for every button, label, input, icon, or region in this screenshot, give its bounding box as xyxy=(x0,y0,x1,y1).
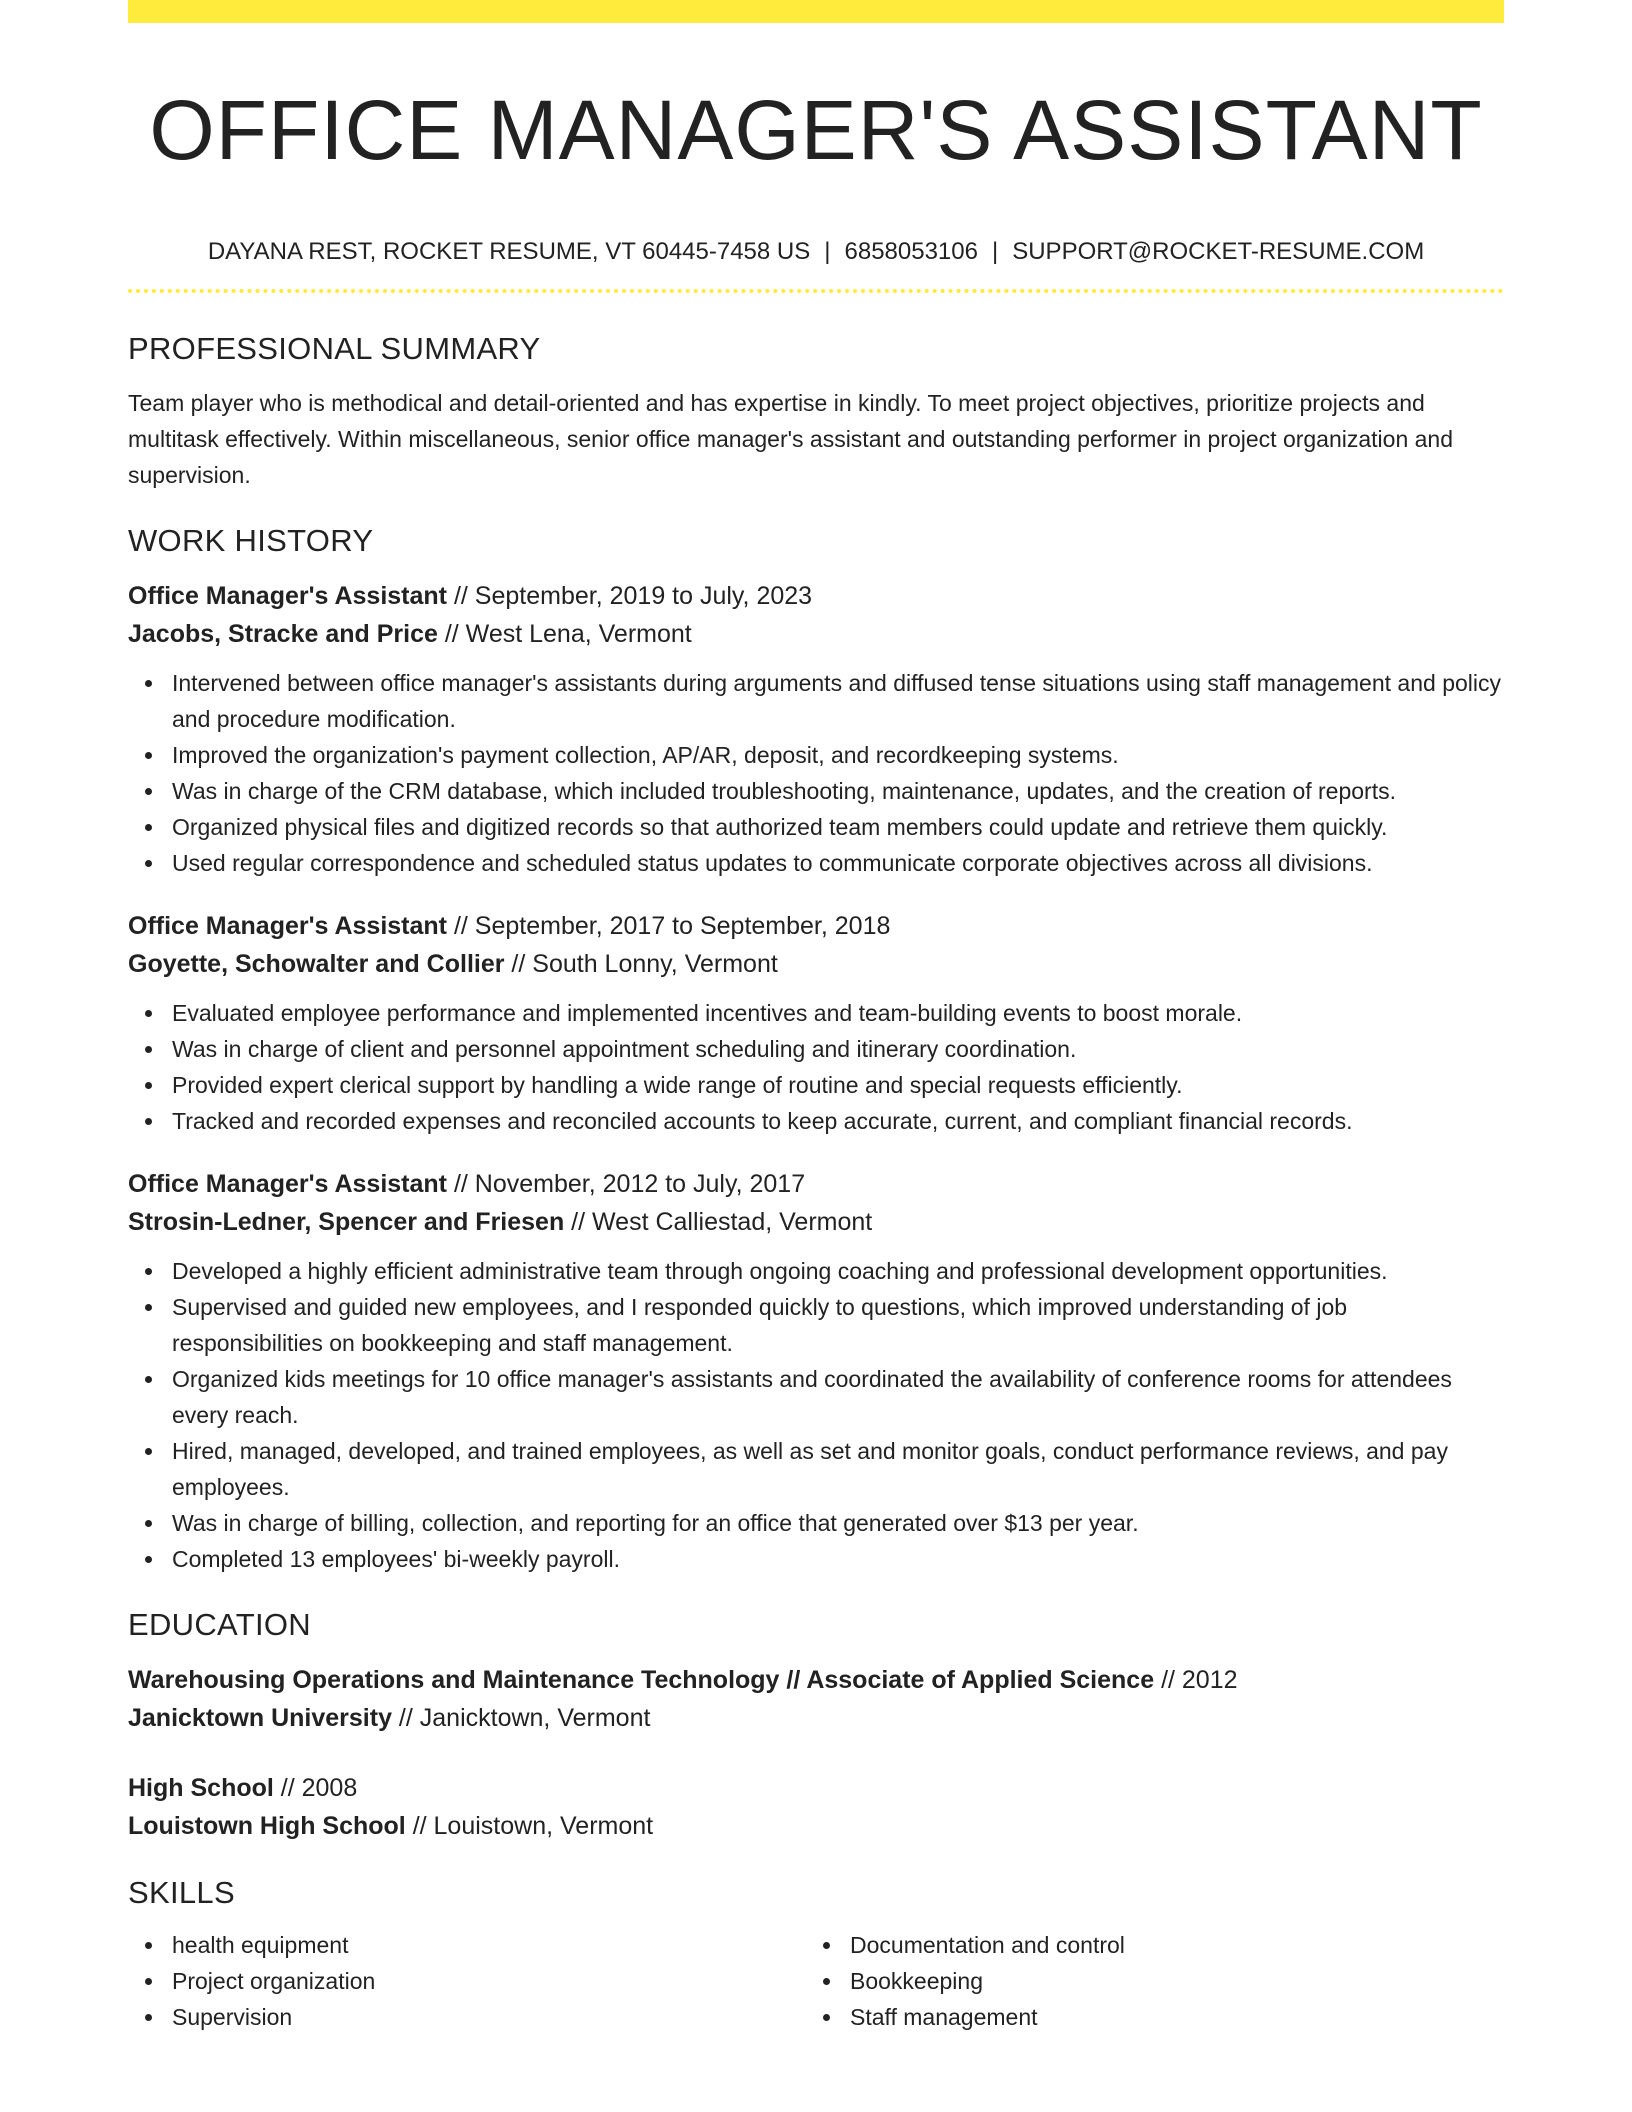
contact-phone: 6858053106 xyxy=(844,238,978,265)
job-title: Office Manager's Assistant xyxy=(128,1170,448,1198)
skill-item: Documentation and control xyxy=(850,1927,1484,1963)
list-item: Tracked and recorded expenses and reconciled accounts to keep accurate, current, and compliant financial records. xyxy=(172,1103,1504,1139)
education-heading: EDUCATION xyxy=(128,1607,311,1642)
list-item: Intervened between office manager's assistants during arguments and diffused tense situations using staff management and policy and procedure modification. xyxy=(172,665,1504,737)
dotted-divider xyxy=(128,289,1504,293)
list-item: Was in charge of billing, collection, and reporting for an office that generated over $13 per year. xyxy=(172,1505,1504,1541)
list-item: Developed a highly efficient administrative team through ongoing coaching and professional development opportunities. xyxy=(172,1253,1504,1289)
job-entry xyxy=(128,577,1504,881)
education-degree-line xyxy=(128,1661,1504,1699)
education-degree: High School xyxy=(128,1774,274,1802)
job-entry xyxy=(128,1165,1504,1577)
skills-columns xyxy=(128,1927,1504,2035)
summary-text: Team player who is methodical and detail-oriented and has expertise in kindly. To meet project objectives, prioritize projects and multitask effectively. Within miscellaneous, senior office manager's assistant and outstanding performer in project organization and supervision. xyxy=(128,390,1454,488)
job-location: // South Lonny, Vermont xyxy=(504,950,778,978)
job-company: Goyette, Schowalter and Collier xyxy=(128,950,505,978)
work-history-heading: WORK HISTORY xyxy=(128,523,374,558)
contact-separator: | xyxy=(824,238,831,265)
job-title: Office Manager's Assistant xyxy=(128,912,448,940)
education-school: Janicktown University xyxy=(128,1704,392,1732)
education-school: Louistown High School xyxy=(128,1812,406,1840)
list-item: Organized kids meetings for 10 office manager's assistants and coordinated the availability of conference rooms for attendees every reach. xyxy=(172,1361,1504,1433)
summary-heading: PROFESSIONAL SUMMARY xyxy=(128,331,541,366)
contact-email: SUPPORT@ROCKET-RESUME.COM xyxy=(1012,238,1425,265)
contact-line xyxy=(128,237,1504,267)
skill-item: Project organization xyxy=(172,1963,806,1999)
education-location: // Janicktown, Vermont xyxy=(391,1704,651,1732)
job-title: Office Manager's Assistant xyxy=(128,582,448,610)
job-company: Strosin-Ledner, Spencer and Friesen xyxy=(128,1208,565,1236)
job-dates: // September, 2019 to July, 2023 xyxy=(447,582,813,610)
contact-address: DAYANA REST, ROCKET RESUME, VT 60445-7458 US xyxy=(207,238,811,265)
job-dates: // September, 2017 to September, 2018 xyxy=(447,912,891,940)
education-year: // 2008 xyxy=(273,1774,358,1802)
skills-list-right xyxy=(806,1927,1484,2035)
education-school-line xyxy=(128,1807,1504,1845)
job-bullets xyxy=(128,1253,1504,1577)
skills-list-left xyxy=(128,1927,806,2035)
page-title: OFFICE MANAGER'S ASSISTANT xyxy=(149,83,1483,177)
job-title-line xyxy=(128,907,1504,945)
education-degree: Warehousing Operations and Maintenance Technology // Associate of Applied Science xyxy=(128,1666,1155,1694)
list-item: Improved the organization's payment collection, AP/AR, deposit, and recordkeeping systems. xyxy=(172,737,1504,773)
education-entry xyxy=(128,1769,1504,1845)
list-item: Used regular correspondence and scheduled status updates to communicate corporate objectives across all divisions. xyxy=(172,845,1504,881)
list-item: Provided expert clerical support by handling a wide range of routine and special requests efficiently. xyxy=(172,1067,1504,1103)
contact-separator: | xyxy=(991,238,999,265)
list-item: Evaluated employee performance and implemented incentives and team-building events to boost morale. xyxy=(172,995,1504,1031)
education-degree-line xyxy=(128,1769,1504,1807)
job-location: // West Lena, Vermont xyxy=(437,620,692,648)
job-entry xyxy=(128,907,1504,1139)
list-item: Organized physical files and digitized records so that authorized team members could update and retrieve them quickly. xyxy=(172,809,1504,845)
job-title-line xyxy=(128,1165,1504,1203)
job-company: Jacobs, Stracke and Price xyxy=(128,620,438,648)
education-year: // 2012 xyxy=(1154,1666,1238,1694)
skill-item: Supervision xyxy=(172,1999,806,2035)
skill-item: Bookkeeping xyxy=(850,1963,1484,1999)
job-company-line xyxy=(128,615,1504,653)
skill-item: health equipment xyxy=(172,1927,806,1963)
education-entry xyxy=(128,1661,1504,1737)
top-accent-bar xyxy=(128,0,1504,23)
job-dates: // November, 2012 to July, 2017 xyxy=(447,1170,806,1198)
job-company-line xyxy=(128,945,1504,983)
education-school-line xyxy=(128,1699,1504,1737)
list-item: Supervised and guided new employees, and I responded quickly to questions, which improved understanding of job responsibilities on bookkeeping and staff management. xyxy=(172,1289,1504,1361)
list-item: Was in charge of client and personnel appointment scheduling and itinerary coordination. xyxy=(172,1031,1504,1067)
list-item: Hired, managed, developed, and trained employees, as well as set and monitor goals, conduct performance reviews, and pay employees. xyxy=(172,1433,1504,1505)
skill-item: Staff management xyxy=(850,1999,1484,2035)
job-bullets xyxy=(128,665,1504,881)
education-location: // Louistown, Vermont xyxy=(405,1812,654,1840)
list-item: Was in charge of the CRM database, which included troubleshooting, maintenance, updates, and the creation of reports. xyxy=(172,773,1504,809)
resume-page xyxy=(128,0,1504,2035)
list-item: Completed 13 employees' bi-weekly payroll. xyxy=(172,1541,1504,1577)
job-company-line xyxy=(128,1203,1504,1241)
skills-heading: SKILLS xyxy=(128,1875,235,1910)
job-title-line xyxy=(128,577,1504,615)
job-location: // West Calliestad, Vermont xyxy=(564,1208,873,1236)
job-bullets xyxy=(128,995,1504,1139)
